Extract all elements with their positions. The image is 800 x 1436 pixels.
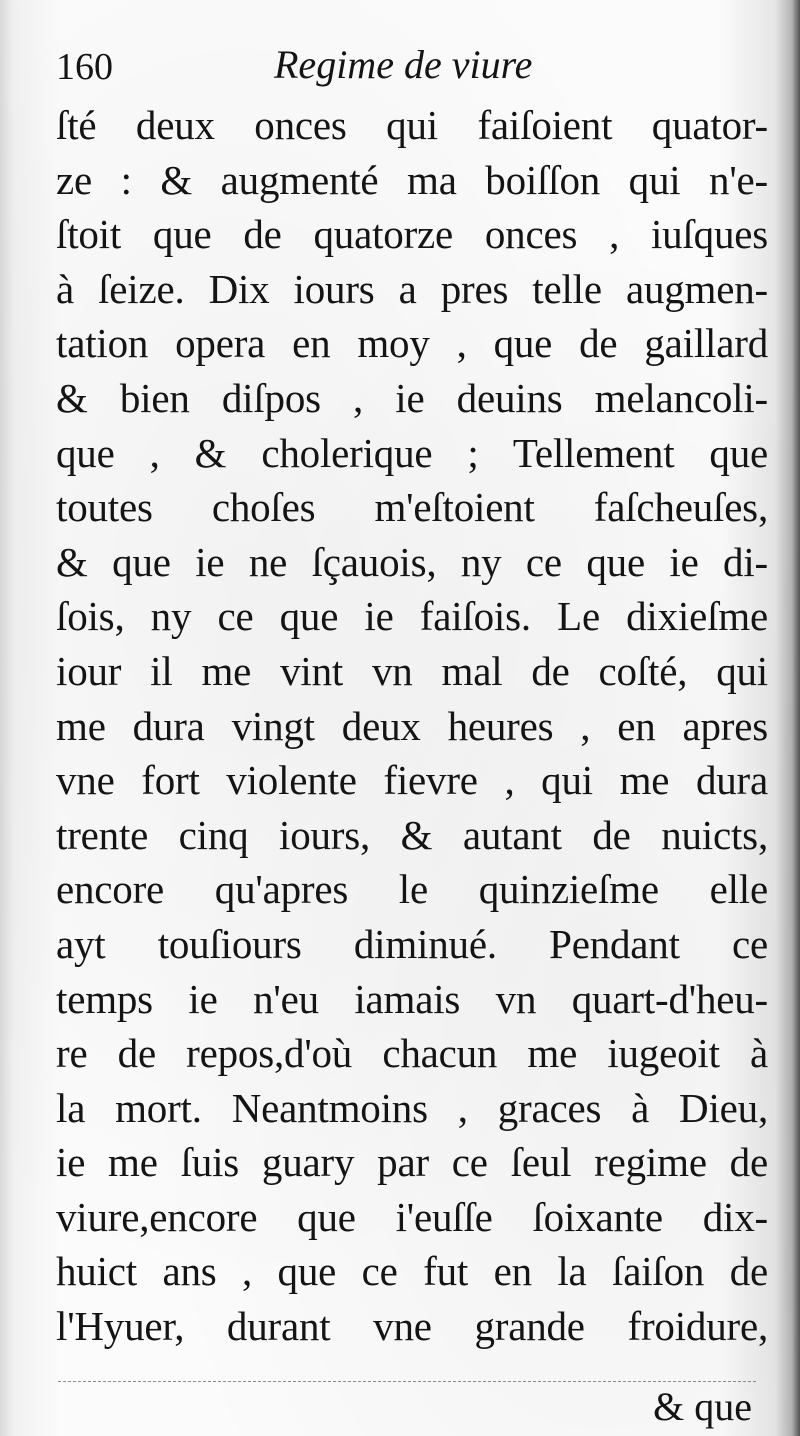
text-line: que , & cholerique ; Tellement que xyxy=(56,429,768,476)
text-line: me dura vingt deux heures , en apres xyxy=(56,702,768,749)
running-head: Regime de viure xyxy=(274,42,533,87)
text-line: encore qu'apres le quinzieſme elle xyxy=(56,866,768,913)
text-line: toutes choſes m'eſtoient faſcheuſes, xyxy=(56,484,768,531)
text-line: re de repos,d'où chacun me iugeoit à xyxy=(56,1030,768,1077)
text-line: temps ie n'eu iamais vn quart-d'heu- xyxy=(56,975,768,1022)
text-line: ſtoit que de quatorze onces , iuſques xyxy=(56,211,768,258)
catchword: & que xyxy=(653,1384,752,1429)
text-line: ayt touſiours diminué. Pendant ce xyxy=(56,920,768,967)
text-line: huict ans , que ce fut en la ſaiſon de xyxy=(56,1248,768,1295)
text-line: la mort. Neantmoins , graces à Dieu, xyxy=(56,1084,768,1131)
text-line: & bien diſpos , ie deuins melancoli- xyxy=(56,374,768,421)
page-header xyxy=(56,40,756,94)
text-line: trente cinq iours, & autant de nuicts, xyxy=(56,811,768,858)
text-line: ſté deux onces qui faiſoient quator- xyxy=(56,102,768,148)
text-line: ie me ſuis guary par ce ſeul regime de xyxy=(56,1139,768,1186)
text-line: & que ie ne ſçauois, ny ce que ie di- xyxy=(56,538,768,585)
text-line: tation opera en moy , que de gaillard xyxy=(56,320,768,367)
text-line: iour il me vint vn mal de coſté, qui xyxy=(56,647,768,694)
text-line: l'Hyuer, durant vne grande froidure, xyxy=(56,1303,768,1350)
bottom-rule xyxy=(58,1381,756,1382)
body-text xyxy=(56,98,768,1354)
page-edge-shadow xyxy=(792,0,800,1436)
page-number: 160 xyxy=(56,46,113,88)
text-line: ze : & augmenté ma boiſſon qui n'e- xyxy=(56,156,768,203)
text-line: viure,encore que i'euſſe ſoixante dix- xyxy=(56,1193,768,1240)
text-line: vne fort violente fievre , qui me dura xyxy=(56,757,768,804)
text-line: ſois, ny ce que ie faiſois. Le dixieſme xyxy=(56,593,768,640)
text-line: à ſeize. Dix iours a pres telle augmen- xyxy=(56,265,768,312)
